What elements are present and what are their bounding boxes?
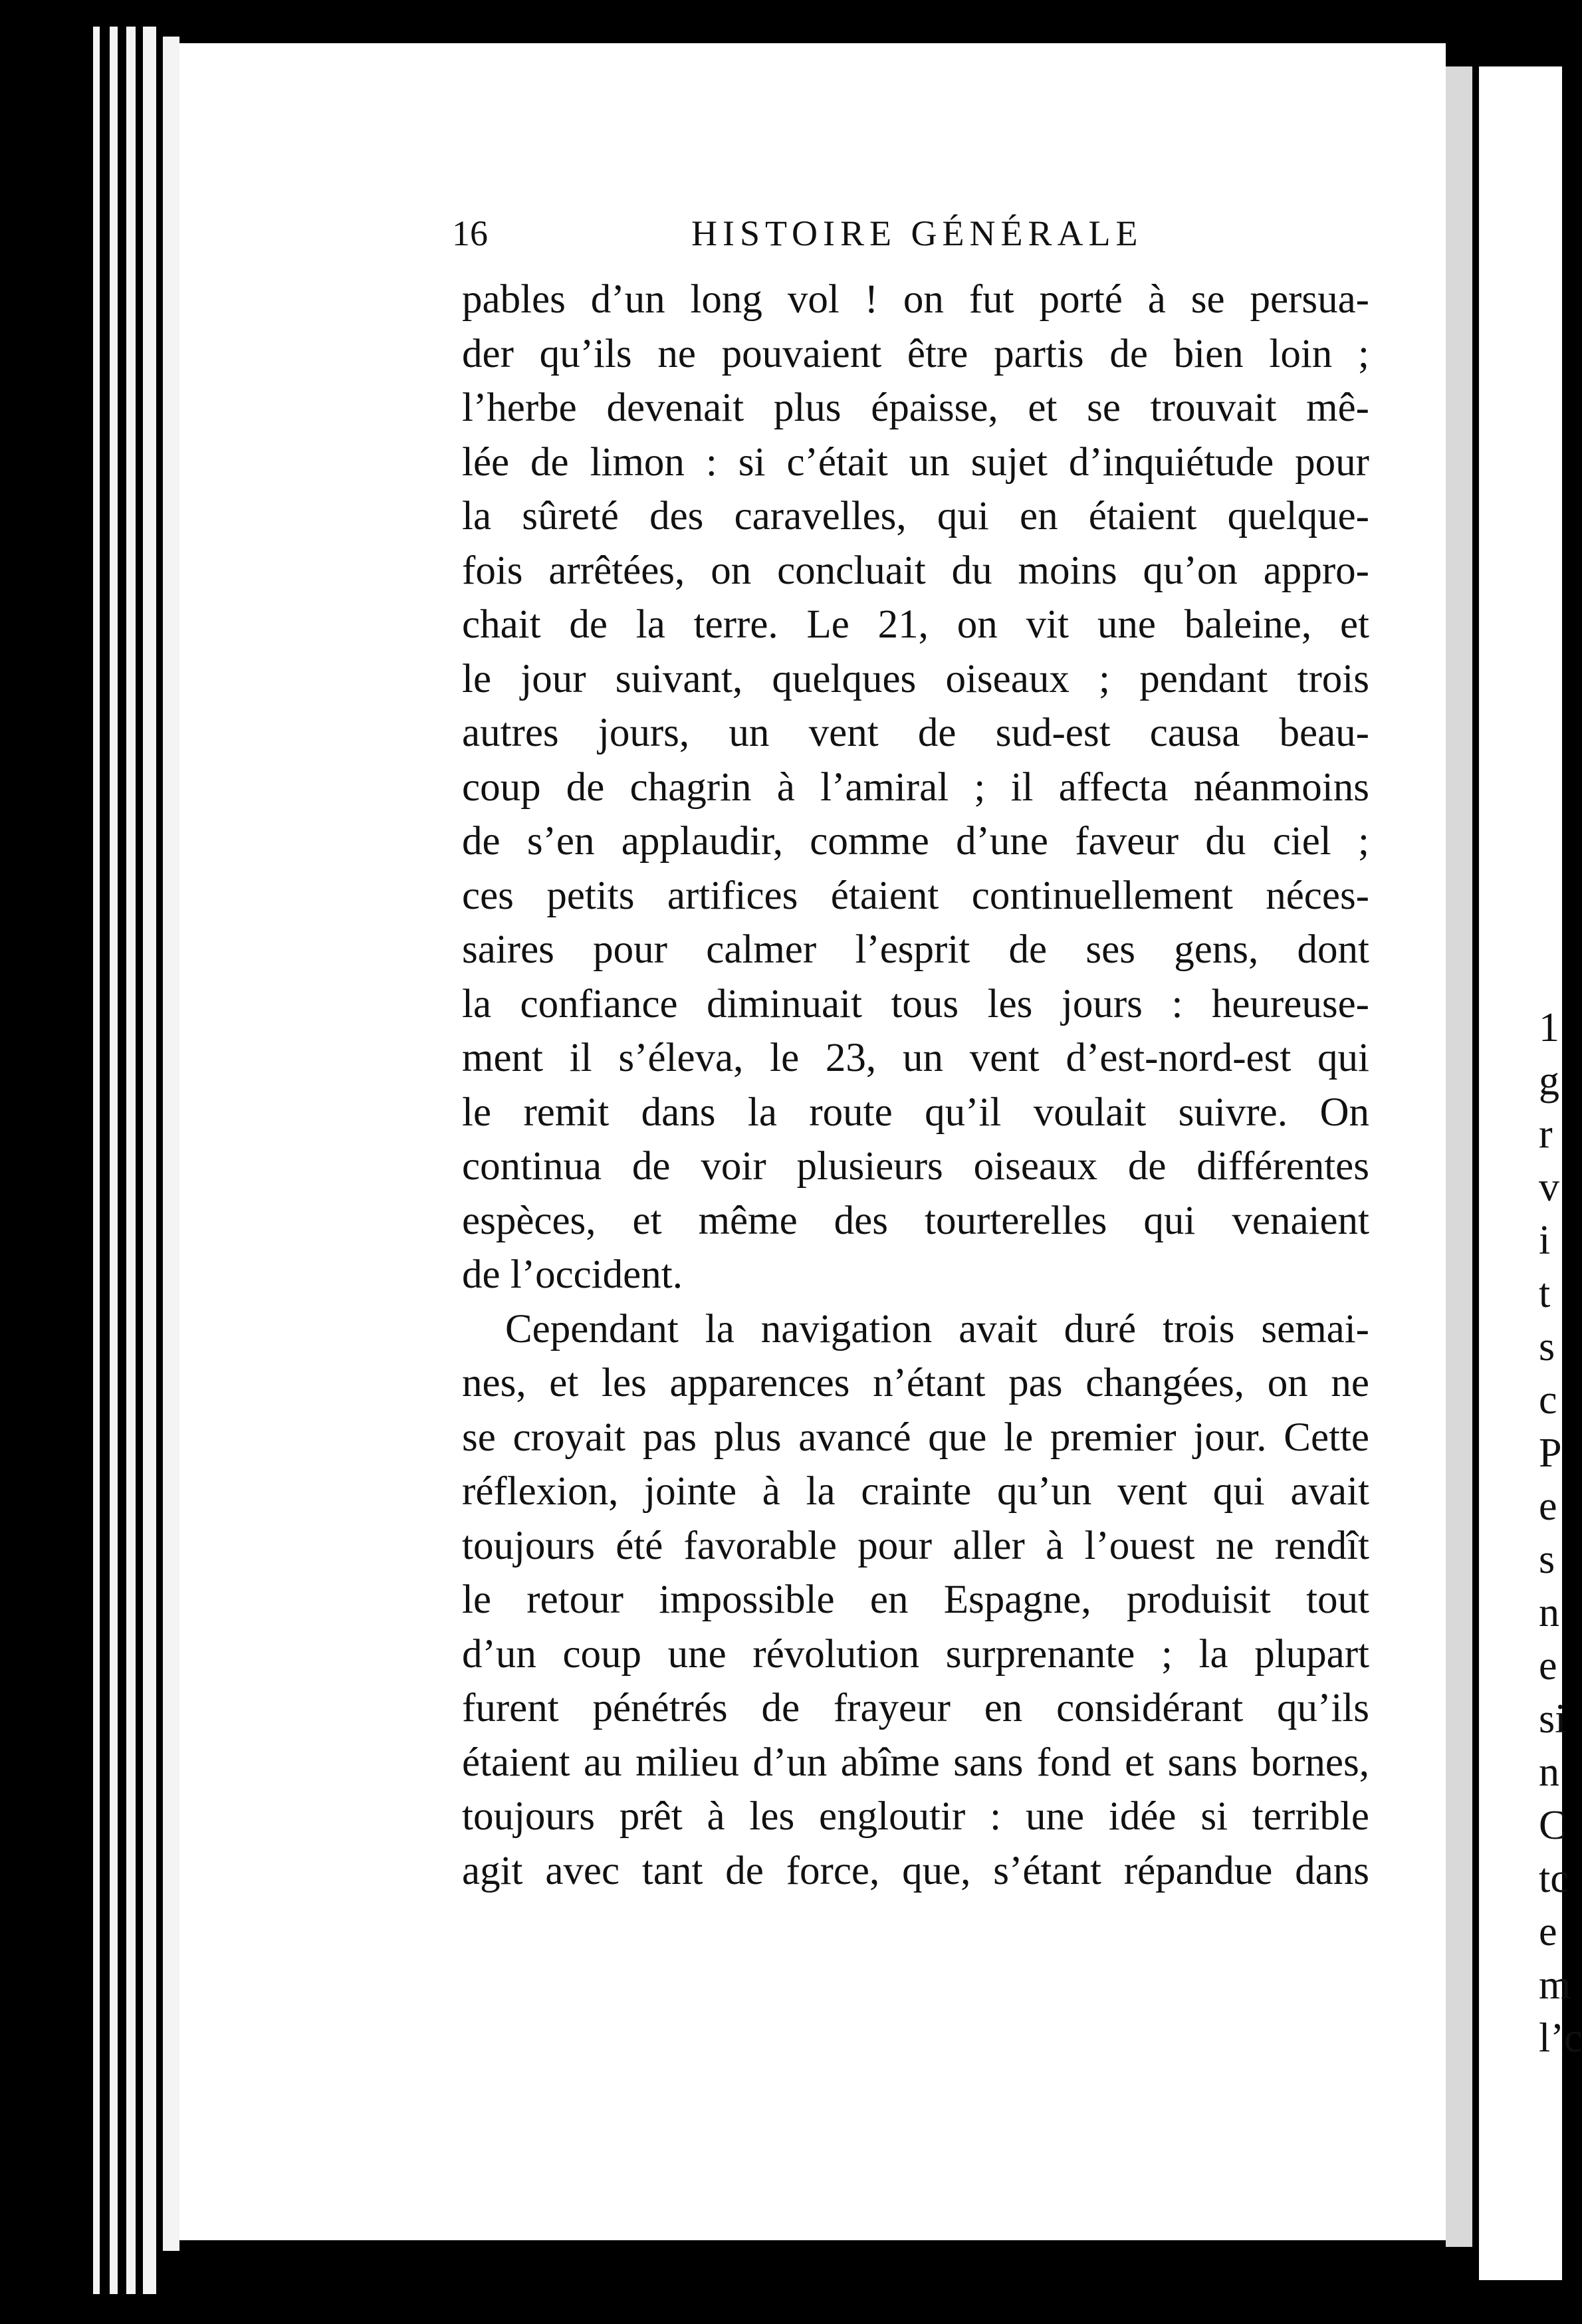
next-page-fragment: P — [1539, 1431, 1562, 1476]
text-line: lée de limon : si c’était un sujet d’inquiétude pour — [462, 439, 1369, 485]
text-line: se croyait pas plus avancé que le premier jour. Cette — [462, 1415, 1369, 1460]
text-line: toujours été favorable pour aller à l’ouest ne rendît — [462, 1523, 1369, 1568]
next-page-fragment: 1 — [1539, 1005, 1559, 1050]
text-line: agit avec tant de force, que, s’étant répandue dans — [462, 1848, 1369, 1893]
next-page-fragment: r — [1539, 1111, 1553, 1157]
next-page-sliver — [1479, 66, 1582, 2280]
text-line: réflexion, jointe à la crainte qu’un vent qui avait — [462, 1469, 1369, 1514]
text-line: le retour impossible en Espagne, produisit tout — [462, 1577, 1369, 1622]
next-page-fragment: tc — [1539, 1856, 1569, 1901]
text-line: der qu’ils ne pouvaient être partis de bien loin ; — [462, 331, 1369, 376]
next-page-fragment: n — [1539, 1590, 1559, 1635]
text-line: de l’occident. — [462, 1252, 683, 1297]
text-line: espèces, et même des tourterelles qui venaient — [462, 1198, 1369, 1243]
next-page-fragment: C — [1539, 1803, 1567, 1848]
text-line: nes, et les apparences n’étant pas changées, on ne — [462, 1361, 1369, 1405]
text-line: saires pour calmer l’esprit de ses gens, dont — [462, 927, 1369, 972]
text-line: le jour suivant, quelques oiseaux ; pendant trois — [462, 656, 1369, 701]
next-page-fragment: n — [1539, 1750, 1559, 1795]
next-page-fragment: e — [1539, 1909, 1557, 1954]
text-line: l’herbe devenait plus épaisse, et se trouvait mê- — [462, 386, 1369, 430]
page-number: 16 — [452, 213, 488, 253]
text-line: la sûreté des caravelles, qui en étaient quelque- — [462, 494, 1369, 538]
text-line: ment il s’éleva, le 23, un vent d’est-nord-est qui — [462, 1036, 1369, 1080]
next-page-fragment: s — [1539, 1324, 1555, 1369]
page-edge — [126, 27, 136, 2294]
text-line: fois arrêtées, on concluait du moins qu’on appro- — [462, 548, 1369, 593]
next-page-fragment: l’c — [1539, 2016, 1582, 2061]
next-page-fragment: t — [1539, 1271, 1551, 1316]
text-line: autres jours, un vent de sud-est causa beau- — [462, 711, 1369, 755]
next-page-fragment: i — [1539, 1218, 1551, 1263]
running-header — [452, 213, 1369, 259]
text-line: toujours prêt à les engloutir : une idée si terrible — [462, 1794, 1369, 1839]
text-line: le remit dans la route qu’il voulait suivre. On — [462, 1090, 1369, 1135]
next-page-fragment: e — [1539, 1643, 1557, 1688]
page-edge — [93, 27, 100, 2294]
text-line: d’un coup une révolution surprenante ; la plupart — [462, 1631, 1369, 1677]
text-line: de s’en applaudir, comme d’une faveur du ciel ; — [462, 819, 1369, 864]
paragraph — [462, 1302, 1369, 1899]
next-page-fragment: si — [1539, 1696, 1567, 1742]
next-page-fragment: m — [1539, 1962, 1571, 2008]
text-line: la confiance diminuait tous les jours : heureuse- — [462, 981, 1369, 1026]
text-line: furent pénétrés de frayeur en considérant qu’ils — [462, 1686, 1369, 1730]
running-title: HISTOIRE GÉNÉRALE — [691, 213, 1143, 253]
text-line: ces petits artifices étaient continuellement néces- — [462, 873, 1369, 918]
page-edge — [110, 27, 118, 2294]
body-text — [462, 273, 1369, 1898]
text-line: chait de la terre. Le 21, on vit une baleine, et — [462, 602, 1369, 647]
text-line: étaient au milieu d’un abîme sans fond et sans bornes, — [462, 1740, 1369, 1785]
paragraph — [462, 273, 1369, 1302]
next-page-fragment: g — [1539, 1058, 1559, 1104]
page-edge — [163, 37, 179, 2251]
text-line: coup de chagrin à l’amiral ; il affecta néanmoins — [462, 764, 1369, 810]
text-line: Cependant la navigation avait duré trois semai- — [505, 1306, 1369, 1351]
next-page-fragment: v — [1539, 1165, 1559, 1210]
text-line: pables d’un long vol ! on fut porté à se persua- — [462, 277, 1369, 322]
next-page-fragment: e — [1539, 1484, 1557, 1529]
next-page-fragment: s — [1539, 1537, 1555, 1582]
next-page-fragment: c — [1539, 1377, 1557, 1423]
page-gutter-shadow — [1446, 66, 1472, 2247]
text-line: continua de voir plusieurs oiseaux de différentes — [462, 1144, 1369, 1189]
page-edge — [143, 27, 156, 2294]
